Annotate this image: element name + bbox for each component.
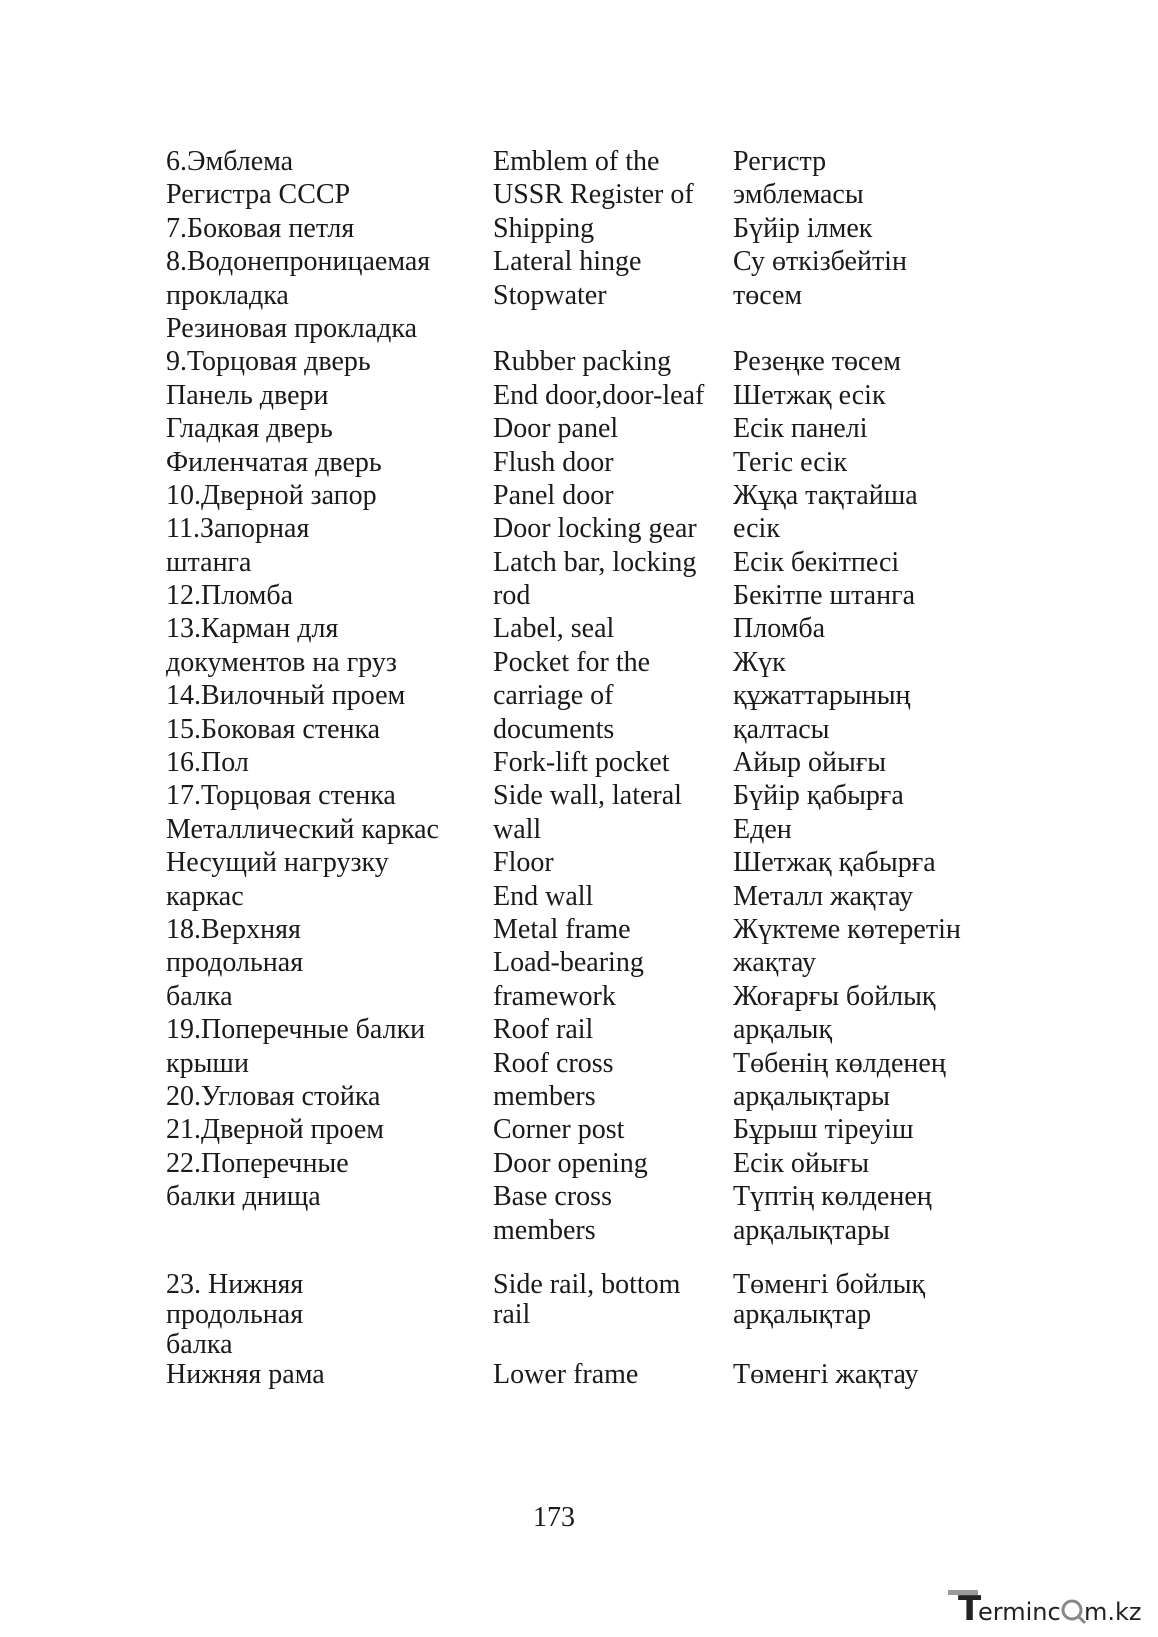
russian-line: 21.Дверной проем	[166, 1114, 385, 1146]
kazakh-column	[733, 145, 1013, 1388]
kazakh-line: Жүк	[733, 646, 786, 678]
english-line: documents	[493, 713, 615, 745]
kazakh-line: арқалықтары	[733, 1214, 890, 1246]
russian-line: 19.Поперечные балки	[166, 1014, 426, 1046]
english-line: Pocket for the	[493, 646, 651, 678]
kazakh-line: Су өткізбейтін	[733, 246, 907, 278]
kazakh-line: Бекітпе штанга	[733, 580, 915, 612]
russian-line: 20.Угловая стойка	[166, 1080, 381, 1112]
kazakh-line: Төбенің көлденең	[733, 1047, 946, 1079]
russian-line: штанга	[166, 546, 252, 578]
russian-line: 23. Нижняя	[166, 1268, 304, 1300]
english-line: Emblem of the	[493, 146, 660, 177]
english-line: Side rail, bottom	[493, 1268, 681, 1300]
kazakh-line	[733, 312, 1013, 345]
kazakh-line: Регистр	[733, 146, 827, 177]
english-line: Panel door	[493, 479, 614, 511]
kazakh-line: эмблемасы	[733, 179, 864, 211]
kazakh-line: арқалық	[733, 1014, 833, 1046]
english-line: Corner post	[493, 1114, 625, 1146]
kazakh-line: Жоғарғы бойлық	[733, 980, 936, 1012]
russian-line	[166, 1214, 486, 1247]
kazakh-line: Бұрыш тіреуіш	[733, 1114, 914, 1146]
english-line: rail	[493, 1298, 531, 1330]
kazakh-line: есік	[733, 513, 780, 545]
kazakh-line: Тегіс есік	[733, 446, 848, 478]
kazakh-line: Төменгі бойлық	[733, 1268, 926, 1300]
kazakh-line: Жұқа тақтайша	[733, 479, 918, 511]
english-line	[493, 312, 733, 345]
russian-line: Гладкая дверь	[166, 413, 333, 445]
russian-line: крыши	[166, 1047, 249, 1079]
russian-line: балка	[166, 980, 233, 1012]
english-line: Rubber packing	[493, 346, 672, 378]
english-line: Door panel	[493, 413, 619, 445]
russian-line: продольная	[166, 947, 304, 979]
english-line: carriage of	[493, 680, 614, 712]
english-line: USSR Register of	[493, 179, 694, 211]
russian-line: Регистра СССР	[166, 179, 351, 211]
english-line: Label, seal	[493, 613, 615, 645]
kazakh-line: қалтасы	[733, 713, 830, 745]
svg-text:T: T	[958, 1589, 982, 1628]
english-line: End wall	[493, 880, 594, 912]
english-line: members	[493, 1214, 596, 1246]
kazakh-line: арқалықтар	[733, 1298, 872, 1330]
russian-line: балки днища	[166, 1181, 321, 1213]
russian-line: 12.Пломба	[166, 580, 294, 612]
english-line: Lower frame	[493, 1358, 639, 1390]
russian-line: Металлический каркас	[166, 813, 439, 845]
kazakh-line: Есік бекітпесі	[733, 546, 900, 578]
kazakh-line: Есік ойығы	[733, 1147, 870, 1179]
russian-line: 6.Эмблема	[166, 146, 294, 177]
russian-line: 22.Поперечные	[166, 1147, 349, 1179]
russian-line: 8.Водонепроницаемая	[166, 246, 431, 278]
russian-line: продольная	[166, 1298, 304, 1330]
termincom-logo-graphic	[948, 1580, 1148, 1628]
english-line: End door,door-leaf	[493, 379, 705, 411]
english-line: Roof rail	[493, 1014, 594, 1046]
english-line: members	[493, 1080, 596, 1112]
kazakh-line: Шетжақ қабырға	[733, 847, 936, 879]
english-line: Latch bar, locking	[493, 546, 697, 578]
kazakh-line: Есік панелі	[733, 413, 868, 445]
kazakh-line: жақтау	[733, 947, 816, 979]
kazakh-line: Түптің көлденең	[733, 1181, 932, 1213]
russian-line: 10.Дверной запор	[166, 479, 377, 511]
russian-line: 13.Карман для	[166, 613, 339, 645]
kazakh-line: арқалықтары	[733, 1080, 890, 1112]
russian-line: 15.Боковая стенка	[166, 713, 381, 745]
russian-line: 17.Торцовая стенка	[166, 780, 396, 812]
kazakh-line: Резеңке төсем	[733, 346, 901, 378]
kazakh-line	[733, 1328, 1013, 1358]
russian-line: 7.Боковая петля	[166, 212, 355, 244]
english-line: Flush door	[493, 446, 614, 478]
english-line: Door opening	[493, 1147, 648, 1179]
russian-line: Филенчатая дверь	[166, 446, 382, 478]
kazakh-line: құжаттарының	[733, 680, 911, 712]
english-line: Metal frame	[493, 913, 631, 945]
page-number: 173	[533, 1502, 575, 1533]
english-line: wall	[493, 813, 542, 845]
kazakh-line: Металл жақтау	[733, 880, 914, 912]
kazakh-line: төсем	[733, 279, 803, 311]
english-line: Side wall, lateral	[493, 780, 682, 812]
english-line: Load-bearing	[493, 947, 644, 979]
russian-line: 16.Пол	[166, 747, 249, 779]
russian-line: 18.Верхняя	[166, 913, 301, 945]
english-line: rod	[493, 580, 531, 612]
english-line: Door locking gear	[493, 513, 697, 545]
english-line: Stopwater	[493, 279, 607, 311]
russian-column	[166, 145, 486, 1388]
english-line: Fork-lift pocket	[493, 747, 670, 779]
russian-line: балка	[166, 1328, 233, 1360]
english-line: Base cross	[493, 1181, 612, 1213]
kazakh-line: Айыр ойығы	[733, 747, 887, 779]
termincom-logo	[948, 1580, 1148, 1628]
english-line: Floor	[493, 847, 554, 879]
russian-line: Панель двери	[166, 379, 329, 411]
kazakh-line: Бүйір қабырға	[733, 780, 904, 812]
russian-line: каркас	[166, 880, 244, 912]
kazakh-line	[733, 1247, 1013, 1268]
russian-line: 9.Торцовая дверь	[166, 346, 371, 378]
english-line: Roof cross	[493, 1047, 614, 1079]
kazakh-line: Бүйір ілмек	[733, 212, 873, 244]
russian-line	[166, 1247, 486, 1268]
svg-text:erminc: erminc	[978, 1598, 1061, 1626]
russian-line: Несущий нагрузку	[166, 847, 389, 879]
kazakh-line: Төменгі жақтау	[733, 1358, 919, 1390]
russian-line: прокладка	[166, 279, 289, 311]
kazakh-line: Пломба	[733, 613, 826, 645]
kazakh-line: Еден	[733, 813, 792, 845]
english-line: Lateral hinge	[493, 246, 642, 278]
russian-line: 11.Запорная	[166, 513, 310, 545]
english-column	[493, 145, 733, 1388]
russian-line: документов на груз	[166, 646, 397, 678]
svg-text:m.kz: m.kz	[1084, 1598, 1142, 1626]
kazakh-line: Жүктеме көтеретін	[733, 913, 961, 945]
english-line	[493, 1247, 733, 1268]
kazakh-line: Шетжақ есік	[733, 379, 886, 411]
english-line: framework	[493, 980, 616, 1012]
english-line	[493, 1328, 733, 1358]
russian-line: Резиновая прокладка	[166, 312, 418, 344]
english-line: Shipping	[493, 212, 595, 244]
russian-line: 14.Вилочный проем	[166, 680, 406, 712]
russian-line: Нижняя рама	[166, 1358, 325, 1390]
